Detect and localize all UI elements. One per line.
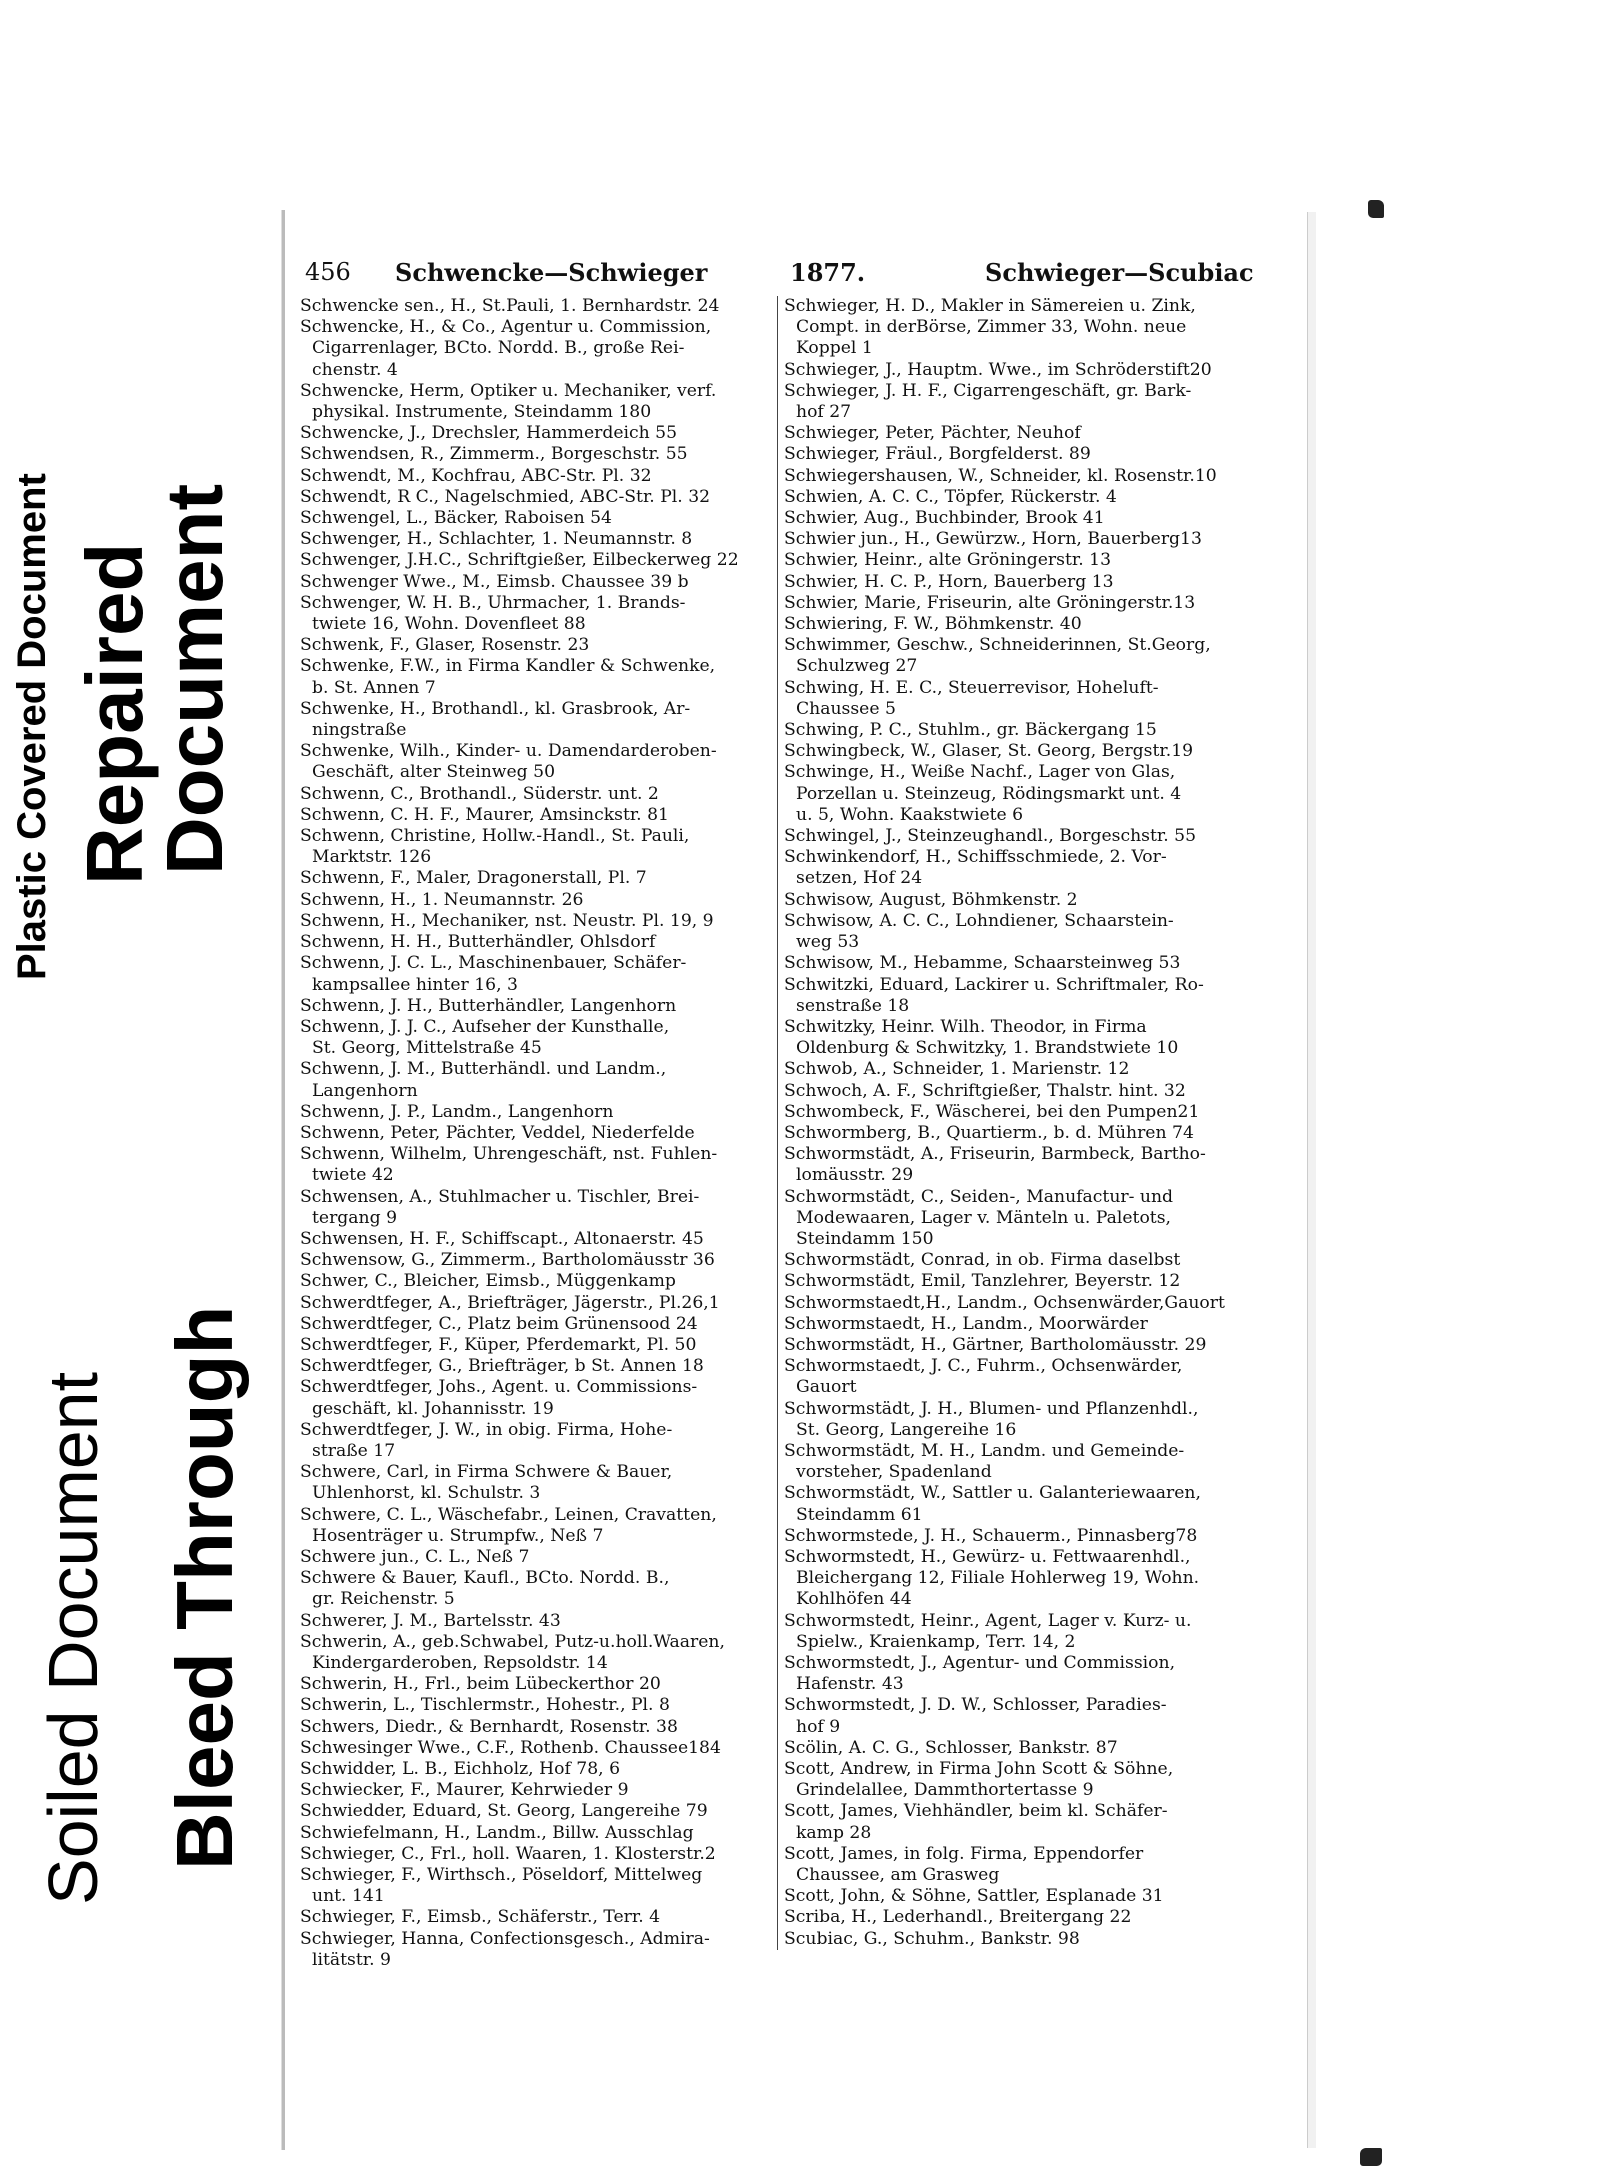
directory-entry <box>300 1844 773 1865</box>
entry-continuation: vorsteher, Spadenland <box>796 1462 992 1483</box>
directory-entry <box>784 550 1284 571</box>
entry-line: Schwere, Carl, in Firma Schwere & Bauer, <box>300 1462 673 1483</box>
entry-line: Schwitzky, Heinr. Wilh. Theodor, in Firma <box>784 1016 1147 1037</box>
directory-entry <box>784 487 1284 508</box>
entry-line: Schwerdtfeger, C., Platz beim Grünensood 24 <box>300 1313 698 1334</box>
page-header <box>285 258 1295 300</box>
right-column <box>777 296 1284 1950</box>
directory-entry <box>784 847 1284 889</box>
entry-line: Scölin, A. C. G., Schlosser, Bankstr. 87 <box>784 1737 1118 1758</box>
directory-entry <box>784 1547 1284 1611</box>
entry-continuation: kamp 28 <box>796 1822 872 1843</box>
entry-line: Schwier, Aug., Buchbinder, Brook 41 <box>784 508 1105 529</box>
entry-continuation: St. Georg, Mittelstraße 45 <box>312 1038 542 1059</box>
directory-entry <box>300 932 773 953</box>
entry-line: Schwingel, J., Steinzeughandl., Borgeschstr. 55 <box>784 826 1197 847</box>
entry-continuation: litätstr. 9 <box>312 1949 391 1970</box>
directory-entry <box>300 1293 773 1314</box>
entry-line: Schwendsen, R., Zimmerm., Borgeschstr. 55 <box>300 444 688 465</box>
directory-entry <box>300 593 773 635</box>
entry-continuation: Steindamm 61 <box>796 1504 923 1525</box>
entry-line: Schwenger, J.H.C., Schriftgießer, Eilbeckerweg 22 <box>300 550 739 571</box>
entry-line: Schwing, P. C., Stuhlm., gr. Bäckergang 15 <box>784 720 1157 741</box>
directory-entry <box>300 1314 773 1335</box>
entry-line: Schwer, C., Bleicher, Eimsb., Müggenkamp <box>300 1271 676 1292</box>
entry-continuation: senstraße 18 <box>796 995 910 1016</box>
directory-entry <box>784 1356 1284 1398</box>
directory-entry <box>300 1801 773 1822</box>
entry-continuation: weg 53 <box>796 932 860 953</box>
entry-line: Schwenn, Peter, Pächter, Veddel, Niederfelde <box>300 1122 695 1143</box>
directory-entry <box>784 1293 1284 1314</box>
entry-continuation: u. 5, Wohn. Kaakstwiete 6 <box>796 804 1024 825</box>
entry-continuation: Chaussee 5 <box>796 698 896 719</box>
directory-entry <box>784 296 1284 360</box>
directory-entry <box>300 1674 773 1695</box>
entry-continuation: Steindamm 150 <box>796 1228 934 1249</box>
directory-entry <box>784 466 1284 487</box>
entry-continuation: Langenhorn <box>312 1080 418 1101</box>
entry-line: Schwiefelmann, H., Landm., Billw. Ausschlag <box>300 1822 694 1843</box>
entry-line: Schwien, A. C. C., Töpfer, Rückerstr. 4 <box>784 486 1117 507</box>
entry-line: Schwerdtfeger, G., Briefträger, b St. Annen 18 <box>300 1356 704 1377</box>
entry-line: Schwenger Wwe., M., Eimsb. Chaussee 39 b <box>300 571 689 592</box>
entry-line: Schwisow, A. C. C., Lohndiener, Schaarstein- <box>784 910 1174 931</box>
entry-line: Schwenger, W. H. B., Uhrmacher, 1. Brands- <box>300 592 686 613</box>
entry-continuation: Uhlenhorst, kl. Schulstr. 3 <box>312 1483 541 1504</box>
directory-entry <box>784 1695 1284 1737</box>
directory-entry <box>300 911 773 932</box>
entry-continuation: Chaussee, am Grasweg <box>796 1865 1000 1886</box>
entry-line: Schwormstede, J. H., Schauerm., Pinnasberg78 <box>784 1525 1198 1546</box>
tape-corner-bottom <box>1360 2148 1382 2166</box>
directory-entry <box>300 444 773 465</box>
directory-entry <box>300 1823 773 1844</box>
entry-line: Schwenn, Wilhelm, Uhrengeschäft, nst. Fuhlen- <box>300 1144 718 1165</box>
directory-entry <box>300 508 773 529</box>
entry-line: Schwenn, J. P., Landm., Langenhorn <box>300 1101 614 1122</box>
entry-continuation: Marktstr. 126 <box>312 847 432 868</box>
directory-entry <box>300 741 773 783</box>
entry-continuation: b. St. Annen 7 <box>312 677 436 698</box>
entry-line: Schwimmer, Geschw., Schneiderinnen, St.Georg, <box>784 635 1211 656</box>
directory-entry <box>784 1907 1284 1928</box>
directory-entry <box>300 423 773 444</box>
directory-entry <box>784 635 1284 677</box>
directory-entry <box>300 1250 773 1271</box>
entry-continuation: chenstr. 4 <box>312 359 398 380</box>
directory-entry <box>784 1759 1284 1801</box>
entry-line: Schwormstedt, Heinr., Agent, Lager v. Kurz- u. <box>784 1610 1192 1631</box>
directory-entry <box>300 1102 773 1123</box>
directory-entry <box>784 678 1284 720</box>
directory-entry <box>784 423 1284 444</box>
entry-line: Schwiecker, F., Maurer, Kehrwieder 9 <box>300 1780 629 1801</box>
entry-line: Schwier, Heinr., alte Gröningerstr. 13 <box>784 550 1112 571</box>
directory-entry <box>784 762 1284 826</box>
directory-entry <box>784 1314 1284 1335</box>
directory-entry <box>784 1844 1284 1886</box>
entry-line: Schwieger, F., Wirthsch., Pöseldorf, Mittelweg <box>300 1865 703 1886</box>
plastic-covered-label: Plastic Covered Document <box>10 473 54 980</box>
entry-line: Schwensow, G., Zimmerm., Bartholomäusstr 36 <box>300 1250 715 1271</box>
entry-line: Schwieger, Fräul., Borgfelderst. 89 <box>784 444 1091 465</box>
directory-entry <box>300 550 773 571</box>
entry-continuation: physikal. Instrumente, Steindamm 180 <box>312 402 652 423</box>
entry-continuation: unt. 141 <box>312 1886 385 1907</box>
directory-entry <box>300 784 773 805</box>
entry-continuation: hof 9 <box>796 1716 841 1737</box>
entry-continuation: Gauort <box>796 1377 857 1398</box>
tape-corner-top <box>1368 200 1384 218</box>
entry-continuation: Geschäft, alter Steinweg 50 <box>312 762 556 783</box>
header-year: 1877. <box>790 258 866 287</box>
directory-entry <box>300 868 773 889</box>
directory-entry <box>784 1526 1284 1547</box>
entry-continuation: ningstraße <box>312 720 407 741</box>
entry-continuation: straße 17 <box>312 1440 396 1461</box>
entry-line: Schwencke, J., Drechsler, Hammerdeich 55 <box>300 423 678 444</box>
directory-entry <box>784 1611 1284 1653</box>
entry-continuation: Modewaaren, Lager v. Mänteln u. Paletots, <box>796 1207 1171 1228</box>
directory-entry <box>300 1462 773 1504</box>
directory-entry <box>784 1653 1284 1695</box>
directory-entry <box>300 1780 773 1801</box>
entry-line: Schwormstädt, M. H., Landm. und Gemeinde- <box>784 1440 1185 1461</box>
entry-line: Schwieger, H. D., Makler in Sämereien u. Zink, <box>784 296 1196 316</box>
directory-entry <box>300 1907 773 1928</box>
entry-line: Schwenn, J. H., Butterhändler, Langenhorn <box>300 995 677 1016</box>
entry-line: Schwieger, Hanna, Confectionsgesch., Admira- <box>300 1928 710 1949</box>
directory-entry <box>784 381 1284 423</box>
entry-line: Schwieger, F., Eimsb., Schäferstr., Terr. 4 <box>300 1907 661 1928</box>
directory-entry <box>300 1187 773 1229</box>
directory-entry <box>300 635 773 656</box>
header-left-range: Schwencke—Schwieger <box>395 258 708 287</box>
entry-line: Schwenn, F., Maler, Dragonerstall, Pl. 7 <box>300 868 647 889</box>
directory-entry <box>300 1759 773 1780</box>
directory-entry <box>784 1081 1284 1102</box>
entry-line: Schwier, Marie, Friseurin, alte Gröningerstr.13 <box>784 592 1196 613</box>
entry-line: Schwoch, A. F., Schriftgießer, Thalstr. hint. 32 <box>784 1080 1186 1101</box>
entry-continuation: Hafenstr. 43 <box>796 1674 904 1695</box>
entry-continuation: Bleichergang 12, Filiale Hohlerweg 19, Wohn. <box>796 1568 1200 1589</box>
directory-entry <box>784 1399 1284 1441</box>
entry-line: Schwenn, J. J. C., Aufseher der Kunsthalle, <box>300 1016 670 1037</box>
entry-line: Schwenn, H., 1. Neumannstr. 26 <box>300 889 584 910</box>
entry-continuation: tergang 9 <box>312 1207 398 1228</box>
directory-entry <box>300 529 773 550</box>
directory-entry <box>784 529 1284 550</box>
soiled-document-label: Soiled Document <box>34 1371 112 1905</box>
entry-line: Schwerdtfeger, J. W., in obig. Firma, Hohe- <box>300 1419 673 1440</box>
entry-continuation: geschäft, kl. Johannisstr. 19 <box>312 1398 554 1419</box>
entry-line: Scubiac, G., Schuhm., Bankstr. 98 <box>784 1928 1080 1949</box>
entry-continuation: Cigarrenlager, BCto. Nordd. B., große Rei- <box>312 338 685 359</box>
directory-entry <box>784 1483 1284 1525</box>
directory-entry <box>300 953 773 995</box>
entry-line: Schwerin, L., Tischlermstr., Hohestr., Pl. 8 <box>300 1695 670 1716</box>
entry-line: Schwormstädt, H., Gärtner, Bartholomäusstr. 29 <box>784 1334 1207 1355</box>
entry-line: Schwormstaedt, H., Landm., Moorwärder <box>784 1313 1148 1334</box>
entry-line: Schwisow, August, Böhmkenstr. 2 <box>784 889 1078 910</box>
entry-line: Schwensen, A., Stuhlmacher u. Tischler, Brei- <box>300 1186 700 1207</box>
directory-entry <box>784 593 1284 614</box>
directory-entry <box>784 1929 1284 1950</box>
entry-line: Schwere & Bauer, Kaufl., BCto. Nordd. B., <box>300 1568 670 1589</box>
entry-line: Schwenk, F., Glaser, Rosenstr. 23 <box>300 635 590 656</box>
directory-entry <box>784 508 1284 529</box>
directory-entry <box>300 1865 773 1907</box>
entry-line: Schwere, C. L., Wäschefabr., Leinen, Cravatten, <box>300 1504 717 1525</box>
directory-entry <box>300 1271 773 1292</box>
directory-entry <box>784 1017 1284 1059</box>
directory-entry <box>784 975 1284 1017</box>
entry-continuation: Kohlhöfen 44 <box>796 1589 912 1610</box>
entry-continuation: kampsallee hinter 16, 3 <box>312 974 518 995</box>
entry-line: Schwiering, F. W., Böhmkenstr. 40 <box>784 614 1082 635</box>
directory-entry <box>300 1420 773 1462</box>
entry-line: Schwesinger Wwe., C.F., Rothenb. Chaussee184 <box>300 1737 721 1758</box>
entry-continuation: Porzellan u. Steinzeug, Rödingsmarkt unt. 4 <box>796 783 1182 804</box>
entry-line: Schwenn, H., Mechaniker, nst. Neustr. Pl. 19, 9 <box>300 910 714 931</box>
directory-entry <box>784 1801 1284 1843</box>
directory-entry <box>784 720 1284 741</box>
directory-entry <box>300 466 773 487</box>
entry-line: Schwormstedt, J. D. W., Schlosser, Paradies- <box>784 1695 1167 1716</box>
directory-entry <box>784 1102 1284 1123</box>
directory-entry <box>784 1738 1284 1759</box>
directory-entry <box>300 1568 773 1610</box>
entry-continuation: Hosenträger u. Strumpfw., Neß 7 <box>312 1525 604 1546</box>
directory-entry <box>300 1505 773 1547</box>
entry-line: Schwerer, J. M., Bartelsstr. 43 <box>300 1610 561 1631</box>
directory-entry <box>784 1886 1284 1907</box>
entry-continuation: Schulzweg 27 <box>796 656 918 677</box>
directory-entry <box>784 1123 1284 1144</box>
entry-line: Schwieger, J., Hauptm. Wwe., im Schröderstift20 <box>784 359 1212 380</box>
entry-continuation: Compt. in derBörse, Zimmer 33, Wohn. neue <box>796 317 1187 338</box>
directory-entry <box>784 1271 1284 1292</box>
directory-entry <box>300 996 773 1017</box>
directory-entry <box>300 1377 773 1419</box>
entry-line: Schwitzki, Eduard, Lackirer u. Schriftmaler, Ro- <box>784 974 1204 995</box>
directory-entry <box>300 572 773 593</box>
entry-line: Schwenke, F.W., in Firma Kandler & Schwenke, <box>300 656 716 677</box>
entry-line: Schwencke sen., H., St.Pauli, 1. Bernhardstr. 24 <box>300 296 720 316</box>
directory-entry <box>300 317 773 381</box>
entry-line: Schwinge, H., Weiße Nachf., Lager von Glas, <box>784 762 1176 783</box>
entry-line: Schwisow, M., Hebamme, Schaarsteinweg 53 <box>784 953 1181 974</box>
directory-entry <box>784 741 1284 762</box>
entry-line: Scott, James, in folg. Firma, Eppendorfer <box>784 1843 1144 1864</box>
entry-line: Scriba, H., Lederhandl., Breitergang 22 <box>784 1907 1132 1928</box>
directory-entry <box>300 1144 773 1186</box>
entry-continuation: Koppel 1 <box>796 338 873 359</box>
directory-entry <box>300 890 773 911</box>
entry-continuation: gr. Reichenstr. 5 <box>312 1589 455 1610</box>
directory-entry <box>300 1632 773 1674</box>
directory-entry <box>784 911 1284 953</box>
entry-line: Schwenn, H. H., Butterhändler, Ohlsdorf <box>300 932 656 953</box>
entry-line: Schwerdtfeger, F., Küper, Pferdemarkt, Pl. 50 <box>300 1334 697 1355</box>
scanned-page <box>282 210 1310 2150</box>
directory-entry <box>300 1229 773 1250</box>
directory-entry <box>784 1441 1284 1483</box>
header-right-range: Schwieger—Scubiac <box>985 258 1254 287</box>
entry-line: Scott, John, & Söhne, Sattler, Esplanade 31 <box>784 1886 1164 1907</box>
page-edge <box>1307 212 1316 2148</box>
entry-line: Schwenn, Christine, Hollw.-Handl., St. Pauli, <box>300 826 690 847</box>
entry-line: Schwenn, J. M., Butterhändl. und Landm., <box>300 1059 667 1080</box>
directory-entry <box>300 1335 773 1356</box>
entry-line: Schwormstedt, H., Gewürz- u. Fettwaarenhdl., <box>784 1546 1191 1567</box>
entry-line: Schwob, A., Schneider, 1. Marienstr. 12 <box>784 1059 1130 1080</box>
directory-entry <box>784 890 1284 911</box>
directory-entry <box>784 953 1284 974</box>
directory-entry <box>300 699 773 741</box>
directory-entry <box>784 614 1284 635</box>
entry-continuation: setzen, Hof 24 <box>796 868 923 889</box>
entry-line: Schwenke, Wilh., Kinder- u. Damendarderoben- <box>300 741 717 762</box>
entry-line: Schwormstaedt, J. C., Fuhrm., Ochsenwärder, <box>784 1356 1183 1377</box>
entry-line: Schwerin, H., Frl., beim Lübeckerthor 20 <box>300 1674 661 1695</box>
entry-line: Schwormstedt, J., Agentur- und Commission, <box>784 1653 1176 1673</box>
repaired-label: Repaired <box>70 542 159 885</box>
directory-entry <box>784 572 1284 593</box>
entry-continuation: Spielw., Kraienkamp, Terr. 14, 2 <box>796 1631 1076 1652</box>
entry-continuation: Oldenburg & Schwitzky, 1. Brandstwiete 10 <box>796 1038 1179 1059</box>
entry-line: Schwingbeck, W., Glaser, St. Georg, Bergstr.19 <box>784 741 1194 762</box>
entry-continuation: Kindergarderoben, Repsoldstr. 14 <box>312 1653 608 1673</box>
entry-line: Scott, Andrew, in Firma John Scott & Söhne, <box>784 1759 1174 1780</box>
entry-line: Schwormstädt, J. H., Blumen- und Pflanzenhdl., <box>784 1398 1199 1419</box>
entry-line: Schwendt, M., Kochfrau, ABC-Str. Pl. 32 <box>300 465 652 486</box>
entry-line: Schwinkendorf, H., Schiffsschmiede, 2. Vor- <box>784 847 1167 868</box>
entry-line: Schwormstädt, C., Seiden-, Manufactur- und <box>784 1186 1174 1207</box>
entry-line: Schwormberg, B., Quartierm., b. d. Mühren 74 <box>784 1122 1194 1143</box>
directory-entry <box>784 1059 1284 1080</box>
entry-continuation: lomäusstr. 29 <box>796 1165 914 1186</box>
entry-line: Schwers, Diedr., & Bernhardt, Rosenstr. 38 <box>300 1716 678 1737</box>
directory-entry <box>784 1335 1284 1356</box>
entry-line: Schwenger, H., Schlachter, 1. Neumannstr. 8 <box>300 529 693 550</box>
entry-continuation: St. Georg, Langereihe 16 <box>796 1419 1017 1440</box>
page-number: 456 <box>305 258 351 286</box>
entry-line: Schwiegershausen, W., Schneider, kl. Rosenstr.10 <box>784 465 1217 486</box>
directory-entry <box>300 487 773 508</box>
entry-line: Schwombeck, F., Wäscherei, bei den Pumpen21 <box>784 1101 1200 1122</box>
entry-line: Schwier jun., H., Gewürzw., Horn, Bauerberg13 <box>784 529 1202 550</box>
directory-entry <box>784 444 1284 465</box>
directory-entry <box>300 1356 773 1377</box>
directory-entry <box>300 296 773 317</box>
directory-entry <box>784 1187 1284 1251</box>
directory-entry <box>300 381 773 423</box>
entry-line: Schwenn, J. C. L., Maschinenbauer, Schäfer- <box>300 953 687 974</box>
directory-entry <box>300 1059 773 1101</box>
directory-entry <box>300 1695 773 1716</box>
directory-entry <box>784 360 1284 381</box>
directory-entry <box>300 1738 773 1759</box>
bleed-through-label: Bleed Through <box>160 1305 249 1870</box>
entry-line: Schwerdtfeger, Johs., Agent. u. Commissions- <box>300 1377 698 1398</box>
entry-line: Schwengel, L., Bäcker, Raboisen 54 <box>300 508 612 529</box>
entry-line: Schwier, H. C. P., Horn, Bauerberg 13 <box>784 571 1114 592</box>
entry-line: Schwerin, A., geb.Schwabel, Putz-u.holl.Waaren, <box>300 1631 725 1652</box>
entry-line: Schwere jun., C. L., Neß 7 <box>300 1546 530 1567</box>
entry-continuation: twiete 16, Wohn. Dovenfleet 88 <box>312 614 586 635</box>
entry-line: Schwenn, C., Brothandl., Süderstr. unt. 2 <box>300 783 659 804</box>
entry-line: Schwormstädt, A., Friseurin, Barmbeck, Bartho- <box>784 1144 1206 1165</box>
entry-line: Schwormstaedt,H., Landm., Ochsenwärder,Gauort <box>784 1292 1225 1313</box>
entry-line: Schwing, H. E. C., Steuerrevisor, Hoheluft- <box>784 677 1159 698</box>
left-column <box>300 296 773 1971</box>
entry-continuation: twiete 42 <box>312 1165 394 1186</box>
directory-entry <box>300 805 773 826</box>
entry-line: Schwenke, H., Brothandl., kl. Grasbrook, Ar- <box>300 698 691 719</box>
entry-line: Schwormstädt, Conrad, in ob. Firma daselbst <box>784 1250 1181 1271</box>
directory-entry <box>784 1250 1284 1271</box>
entry-line: Schwieger, J. H. F., Cigarrengeschäft, gr. Bark- <box>784 380 1192 401</box>
entry-line: Schwieger, Peter, Pächter, Neuhof <box>784 423 1081 444</box>
entry-continuation: Grindelallee, Dammthortertasse 9 <box>796 1780 1094 1801</box>
entry-line: Schwormstädt, Emil, Tanzlehrer, Beyerstr. 12 <box>784 1271 1181 1292</box>
entry-line: Schwencke, Herm, Optiker u. Mechaniker, verf. <box>300 380 717 401</box>
entry-continuation: hof 27 <box>796 402 852 423</box>
directory-entry <box>784 1144 1284 1186</box>
directory-entry <box>784 826 1284 847</box>
entry-line: Schwensen, H. F., Schiffscapt., Altonaerstr. 45 <box>300 1228 704 1249</box>
entry-line: Schwencke, H., & Co., Agentur u. Commission, <box>300 317 712 338</box>
entry-line: Schwerdtfeger, A., Briefträger, Jägerstr., Pl.26,1 <box>300 1292 720 1313</box>
directory-entry <box>300 1717 773 1738</box>
directory-entry <box>300 1929 773 1971</box>
entry-line: Schwiedder, Eduard, St. Georg, Langereihe 79 <box>300 1801 708 1822</box>
directory-entry <box>300 1547 773 1568</box>
entry-line: Scott, James, Viehhändler, beim kl. Schäfer- <box>784 1801 1168 1822</box>
entry-line: Schwenn, C. H. F., Maurer, Amsinckstr. 81 <box>300 804 669 825</box>
entry-line: Schwidder, L. B., Eichholz, Hof 78, 6 <box>300 1759 620 1780</box>
document-label: Document <box>150 483 239 875</box>
directory-entry <box>300 826 773 868</box>
directory-entry <box>300 656 773 698</box>
directory-entry <box>300 1123 773 1144</box>
entry-line: Schwieger, C., Frl., holl. Waaren, 1. Klosterstr.2 <box>300 1843 716 1864</box>
directory-entry <box>300 1611 773 1632</box>
directory-entry <box>300 1017 773 1059</box>
entry-line: Schwormstädt, W., Sattler u. Galanteriewaaren, <box>784 1483 1201 1504</box>
entry-line: Schwendt, R C., Nagelschmied, ABC-Str. Pl. 32 <box>300 486 711 507</box>
